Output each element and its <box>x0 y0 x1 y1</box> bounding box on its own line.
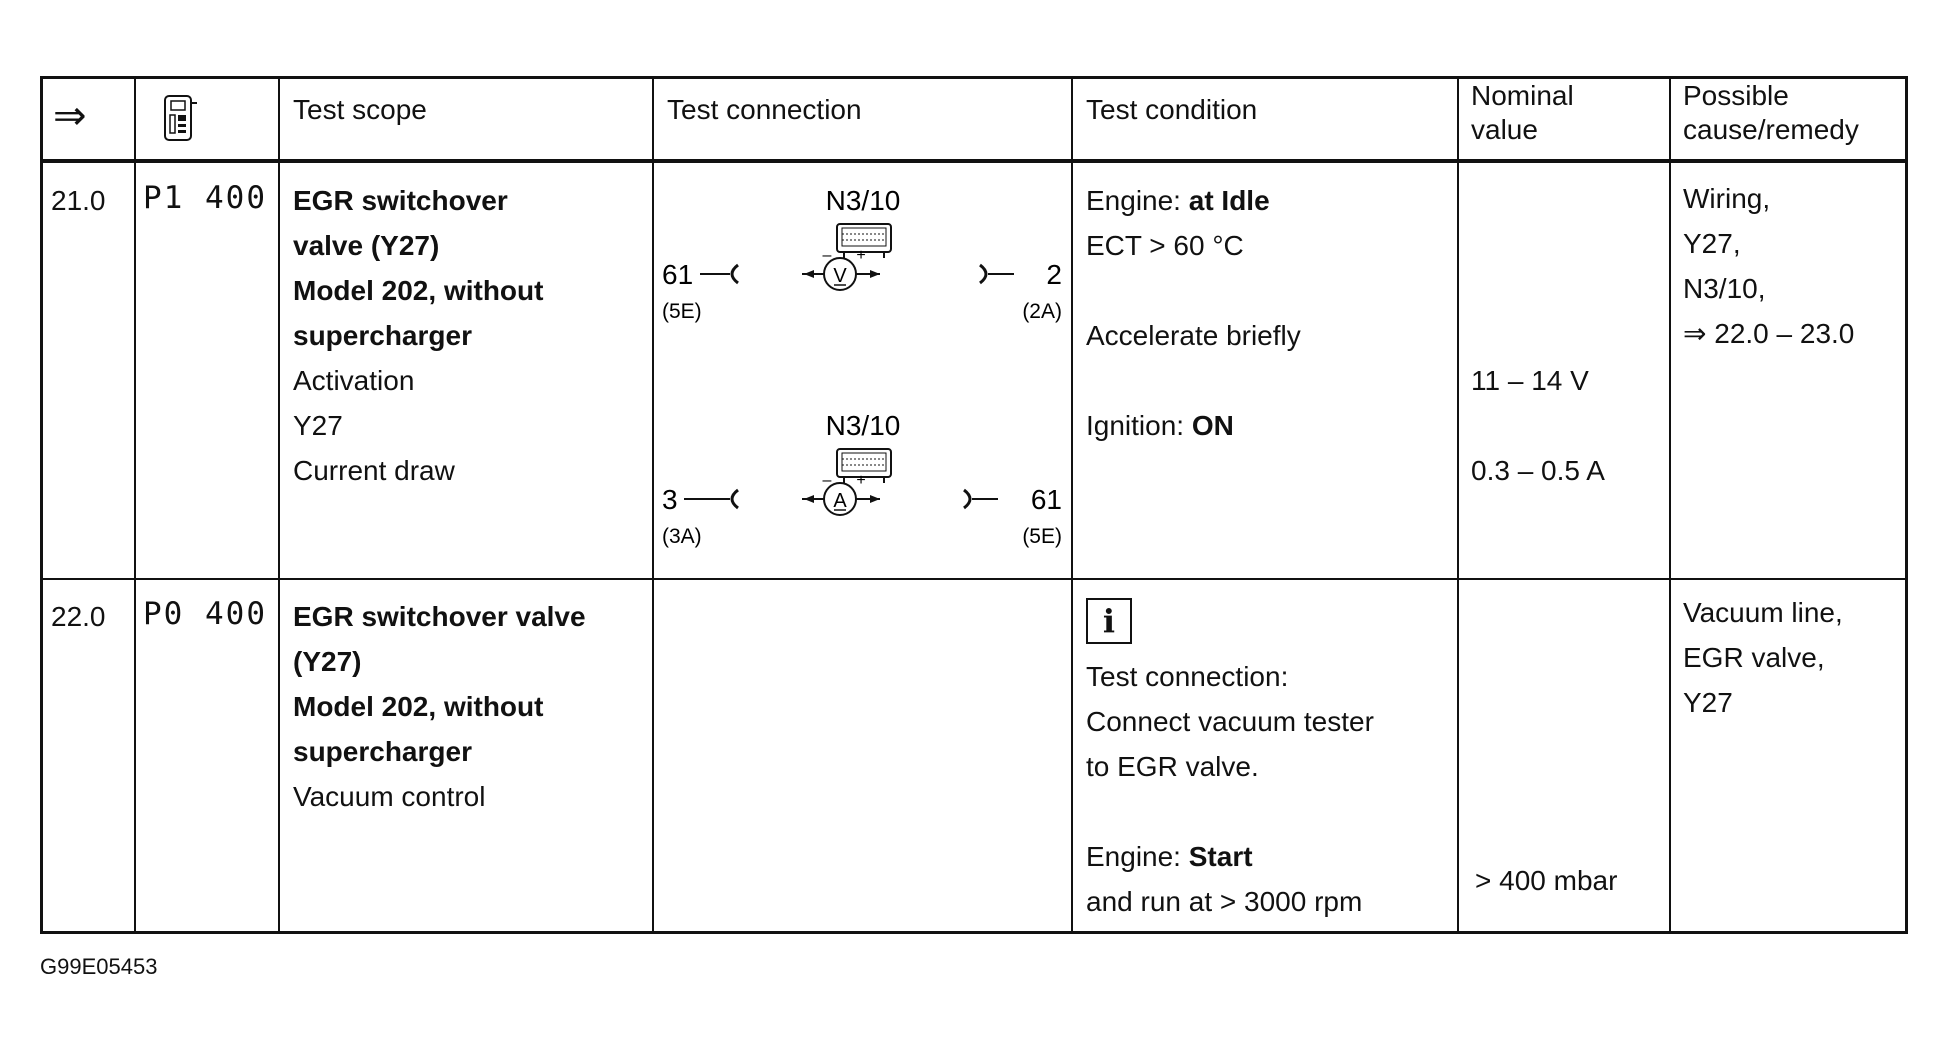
svg-text:V: V <box>833 265 847 287</box>
column-divider <box>1071 79 1073 931</box>
test-condition: Engine: at Idle ECT > 60 °C Accelerate briefly Ignition: ON <box>1086 185 1301 441</box>
ammeter-icon <box>802 472 880 515</box>
header-nominal-value: Nominal value <box>1471 80 1574 145</box>
row-divider <box>43 578 1905 580</box>
test-scope: EGR switchover valve (Y27) Model 202, without supercharger Vacuum control <box>293 601 586 812</box>
header-test-scope: Test scope <box>293 94 427 125</box>
info-icon: i <box>1086 598 1132 644</box>
possible-cause: Wiring, Y27, N3/10, ⇒ 22.0 – 23.0 <box>1683 183 1855 349</box>
column-divider <box>278 79 280 931</box>
column-divider <box>134 79 136 931</box>
probe-clip-right <box>964 490 970 508</box>
voltmeter-connection-diagram <box>654 174 1071 344</box>
nominal-vacuum: > 400 mbar <box>1475 865 1618 896</box>
svg-text:+: + <box>856 247 866 264</box>
header-possible-cause: Possible cause/remedy <box>1683 80 1859 145</box>
left-pin: 61 <box>662 259 694 290</box>
header-divider <box>43 159 1905 163</box>
step-number: 22.0 <box>51 601 106 632</box>
diagnostic-tester-icon <box>161 93 201 151</box>
right-pin-sub: (2A) <box>1022 300 1062 323</box>
test-scope: EGR switchover valve (Y27) Model 202, without supercharger Activation Y27 Current draw <box>293 185 544 486</box>
svg-text:A: A <box>833 490 847 512</box>
fault-code: P0 400 <box>143 596 267 632</box>
svg-text:–: – <box>822 472 832 489</box>
left-pin-sub: (3A) <box>662 525 702 548</box>
right-pin: 2 <box>1046 259 1062 290</box>
voltmeter-icon <box>802 247 880 290</box>
probe-clip-left <box>732 265 738 283</box>
fault-code: P1 400 <box>143 180 267 216</box>
probe-clip-right <box>980 265 986 283</box>
right-pin: 61 <box>1030 484 1062 515</box>
arrow-header: ⇒ <box>53 94 87 138</box>
nominal-current: 0.3 – 0.5 A <box>1471 455 1605 486</box>
column-divider <box>1457 79 1459 931</box>
figure-reference: G99E05453 <box>40 954 158 979</box>
left-pin: 3 <box>662 484 678 515</box>
header-test-condition: Test condition <box>1086 94 1258 125</box>
possible-cause: Vacuum line, EGR valve, Y27 <box>1683 597 1843 718</box>
left-pin-sub: (5E) <box>662 300 702 323</box>
header-test-connection: Test connection <box>667 94 862 125</box>
svg-text:–: – <box>822 247 832 264</box>
test-condition: i Test connection: Connect vacuum tester to EGR valve. Engine: Start and run at > 3000 rpm <box>1086 594 1374 924</box>
step-number: 21.0 <box>51 185 106 216</box>
module-label: N3/10 <box>825 410 901 441</box>
module-label: N3/10 <box>825 185 901 216</box>
probe-clip-left <box>732 490 738 508</box>
test-table <box>40 76 1908 934</box>
svg-text:+: + <box>856 472 866 489</box>
right-pin-sub: (5E) <box>1022 525 1062 548</box>
nominal-voltage: 11 – 14 V <box>1471 365 1589 396</box>
column-divider <box>1669 79 1671 931</box>
ammeter-connection-diagram <box>654 399 1071 574</box>
